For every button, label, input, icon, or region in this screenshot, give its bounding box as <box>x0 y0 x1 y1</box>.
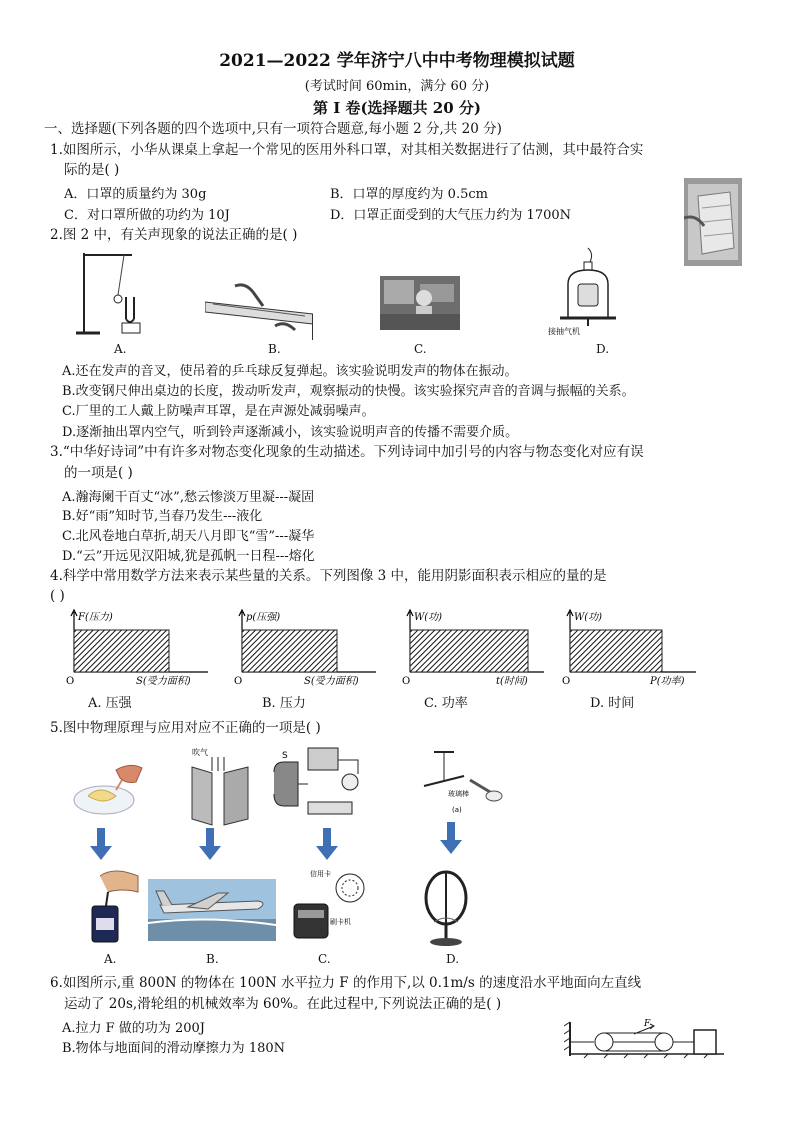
q3-option-c: C.北风卷地白草折,胡天八月即飞“雪”---凝华 <box>62 529 315 544</box>
q4-stem-line1: 4.科学中常用数学方法来表示某些量的关系。下列图像 3 中，能用阴影面积表示相应的量的是 <box>50 568 607 584</box>
q3-option-d: D.“云”开远见汉阳城,犹是孤帆一日程---熔化 <box>62 549 315 564</box>
q1-stem-line1: 1.如图所示，小华从课桌上拿起一个常见的医用外科口罩，对其相关数据进行了估测，其中最符合实 <box>50 142 644 158</box>
q2-option-d: D.逐渐抽出罩内空气，听到铃声逐渐减小，该实验说明声音的传播不需要介质。 <box>62 425 519 440</box>
factory-photo <box>380 276 460 330</box>
q4-caption-c: C. 功率 <box>424 696 468 711</box>
bell-jar-figure <box>548 244 628 336</box>
q4-plot-d-xlabel: P(功率) <box>650 676 685 687</box>
q4-plot-a-xlabel: S(受力面积) <box>136 676 191 687</box>
reader-head-label: 刷卡机 <box>330 918 351 926</box>
q4-caption-a: A. 压强 <box>88 696 132 711</box>
q1-option-b: B．口罩的厚度约为 0.5cm <box>330 187 488 202</box>
q1-option-c: C．对口罩所做的功约为 10J <box>64 208 230 223</box>
q5-card-reader-figure <box>290 866 370 946</box>
svg-text:(a): (a) <box>452 806 462 814</box>
q4-plot-d-ylabel: W(功) <box>574 612 603 623</box>
q4-caption-b: B. 压力 <box>262 696 306 711</box>
q2-fig-a-label: A. <box>114 342 127 356</box>
q2-option-b: B.改变钢尺伸出桌边的长度，拨动听发声，观察振动的快慢。该实验探究声音的音调与振幅的关系。 <box>62 384 635 399</box>
q3-stem-line2: 的一项是( ) <box>64 465 133 481</box>
q5-arrow-c-icon <box>316 828 338 860</box>
pump-label: 接抽气机 <box>548 327 580 336</box>
card-label: 信用卡 <box>310 870 331 878</box>
svg-text:玻璃棒: 玻璃棒 <box>448 790 469 798</box>
force-label: F <box>644 1019 651 1029</box>
q1-option-a: A．口罩的质量约为 30g <box>64 187 207 202</box>
q2-option-a: A.还在发声的音叉，使吊着的乒乓球反复弹起。该实验说明发声的物体在振动。 <box>62 364 518 379</box>
q5-arrow-a-icon <box>90 828 112 860</box>
ruler-figure <box>205 280 313 340</box>
q5-stem: 5.图中物理原理与应用对应不正确的一项是( ) <box>50 720 321 736</box>
q4-caption-d: D. 时间 <box>590 696 635 711</box>
q2-fig-d-label: D. <box>596 342 610 356</box>
q2-option-c: C.厂里的工人戴上防噪声耳罩，是在声源处减弱噪声。 <box>62 404 375 419</box>
q4-plot-b-origin: O <box>234 676 243 687</box>
q2-fig-c-label: C. <box>414 342 427 356</box>
part-heading: 第 I 卷(选择题共 20 分) <box>313 99 481 117</box>
q5-circuit-figure <box>268 744 370 830</box>
q5-fig-d-label: D. <box>446 952 460 966</box>
q6-stem-line2: 运动了 20s,滑轮组的机械效率为 60%。在此过程中,下列说法正确的是( ) <box>64 996 502 1012</box>
tuning-fork-figure <box>72 245 172 341</box>
q5-arrow-d-icon <box>440 822 462 854</box>
q4-plot-c-xlabel: t(时间) <box>496 676 528 687</box>
q5-meter-figure <box>418 864 474 948</box>
exam-title: 2021—2022 学年济宁八中中考物理模拟试题 <box>219 51 575 71</box>
q5-pendulum-figure <box>408 746 508 818</box>
q6-stem-line1: 6.如图所示,重 800N 的物体在 100N 水平拉力 F 的作用下,以 0.1m/s 的速度沿水平地面向左直线 <box>50 975 642 991</box>
blow-label: 吹气 <box>192 748 208 757</box>
q5-ink-bottle-figure <box>78 866 142 946</box>
q4-plot-a <box>60 606 210 688</box>
q5-aircraft-photo <box>148 879 276 941</box>
q6-option-a: A.拉力 F 做的功为 200J <box>62 1021 205 1036</box>
q5-fig-a-label: A. <box>104 952 117 966</box>
q2-fig-b-label: B. <box>268 342 281 356</box>
q4-plot-a-ylabel: F(压力) <box>78 612 113 623</box>
q6-option-b: B.物体与地面间的滑动摩擦力为 180N <box>62 1041 286 1056</box>
q4-plot-c-ylabel: W(功) <box>414 612 443 623</box>
q3-stem-line1: 3.“中华好诗词”中有许多对物态变化现象的生动描述。下列诗词中加引号的内容与物态变化对应有误 <box>50 444 644 460</box>
q4-plot-c-origin: O <box>402 676 411 687</box>
q1-option-d: D．口罩正面受到的大气压力约为 1700N <box>330 208 572 223</box>
q2-stem: 2.图 2 中，有关声现象的说法正确的是( ) <box>50 227 298 243</box>
q4-plot-b-ylabel: p(压强) <box>246 612 281 623</box>
exam-subtitle: (考试时间 60min，满分 60 分) <box>304 79 490 94</box>
q5-fig-b-label: B. <box>206 952 219 966</box>
section-heading: 一、选择题(下列各题的四个选项中,只有一项符合题意,每小题 2 分,共 20 分) <box>44 121 502 137</box>
q4-plot-c <box>396 606 546 688</box>
q5-arrow-b-icon <box>199 828 221 860</box>
mask-photo <box>684 178 742 266</box>
q5-fig-c-label: C. <box>318 952 331 966</box>
q4-plot-d-origin: O <box>562 676 571 687</box>
q4-plot-b <box>228 606 378 688</box>
q4-stem-line2: ( ) <box>50 588 65 604</box>
q4-plot-a-origin: O <box>66 676 75 687</box>
q5-diffusion-figure <box>70 756 150 822</box>
q3-option-b: B.好“雨”知时节,当春乃发生---液化 <box>62 509 263 524</box>
q3-option-a: A.瀚海阑干百丈“冰”,愁云惨淡万里凝---凝固 <box>62 490 315 505</box>
q6-pulley-figure <box>564 1016 730 1060</box>
q4-plot-b-xlabel: S(受力面积) <box>304 676 359 687</box>
q1-stem-line2: 际的是( ) <box>64 162 120 178</box>
q5-paper-figure <box>184 745 264 827</box>
svg-text:S: S <box>282 751 288 761</box>
q4-plot-d <box>556 606 706 688</box>
